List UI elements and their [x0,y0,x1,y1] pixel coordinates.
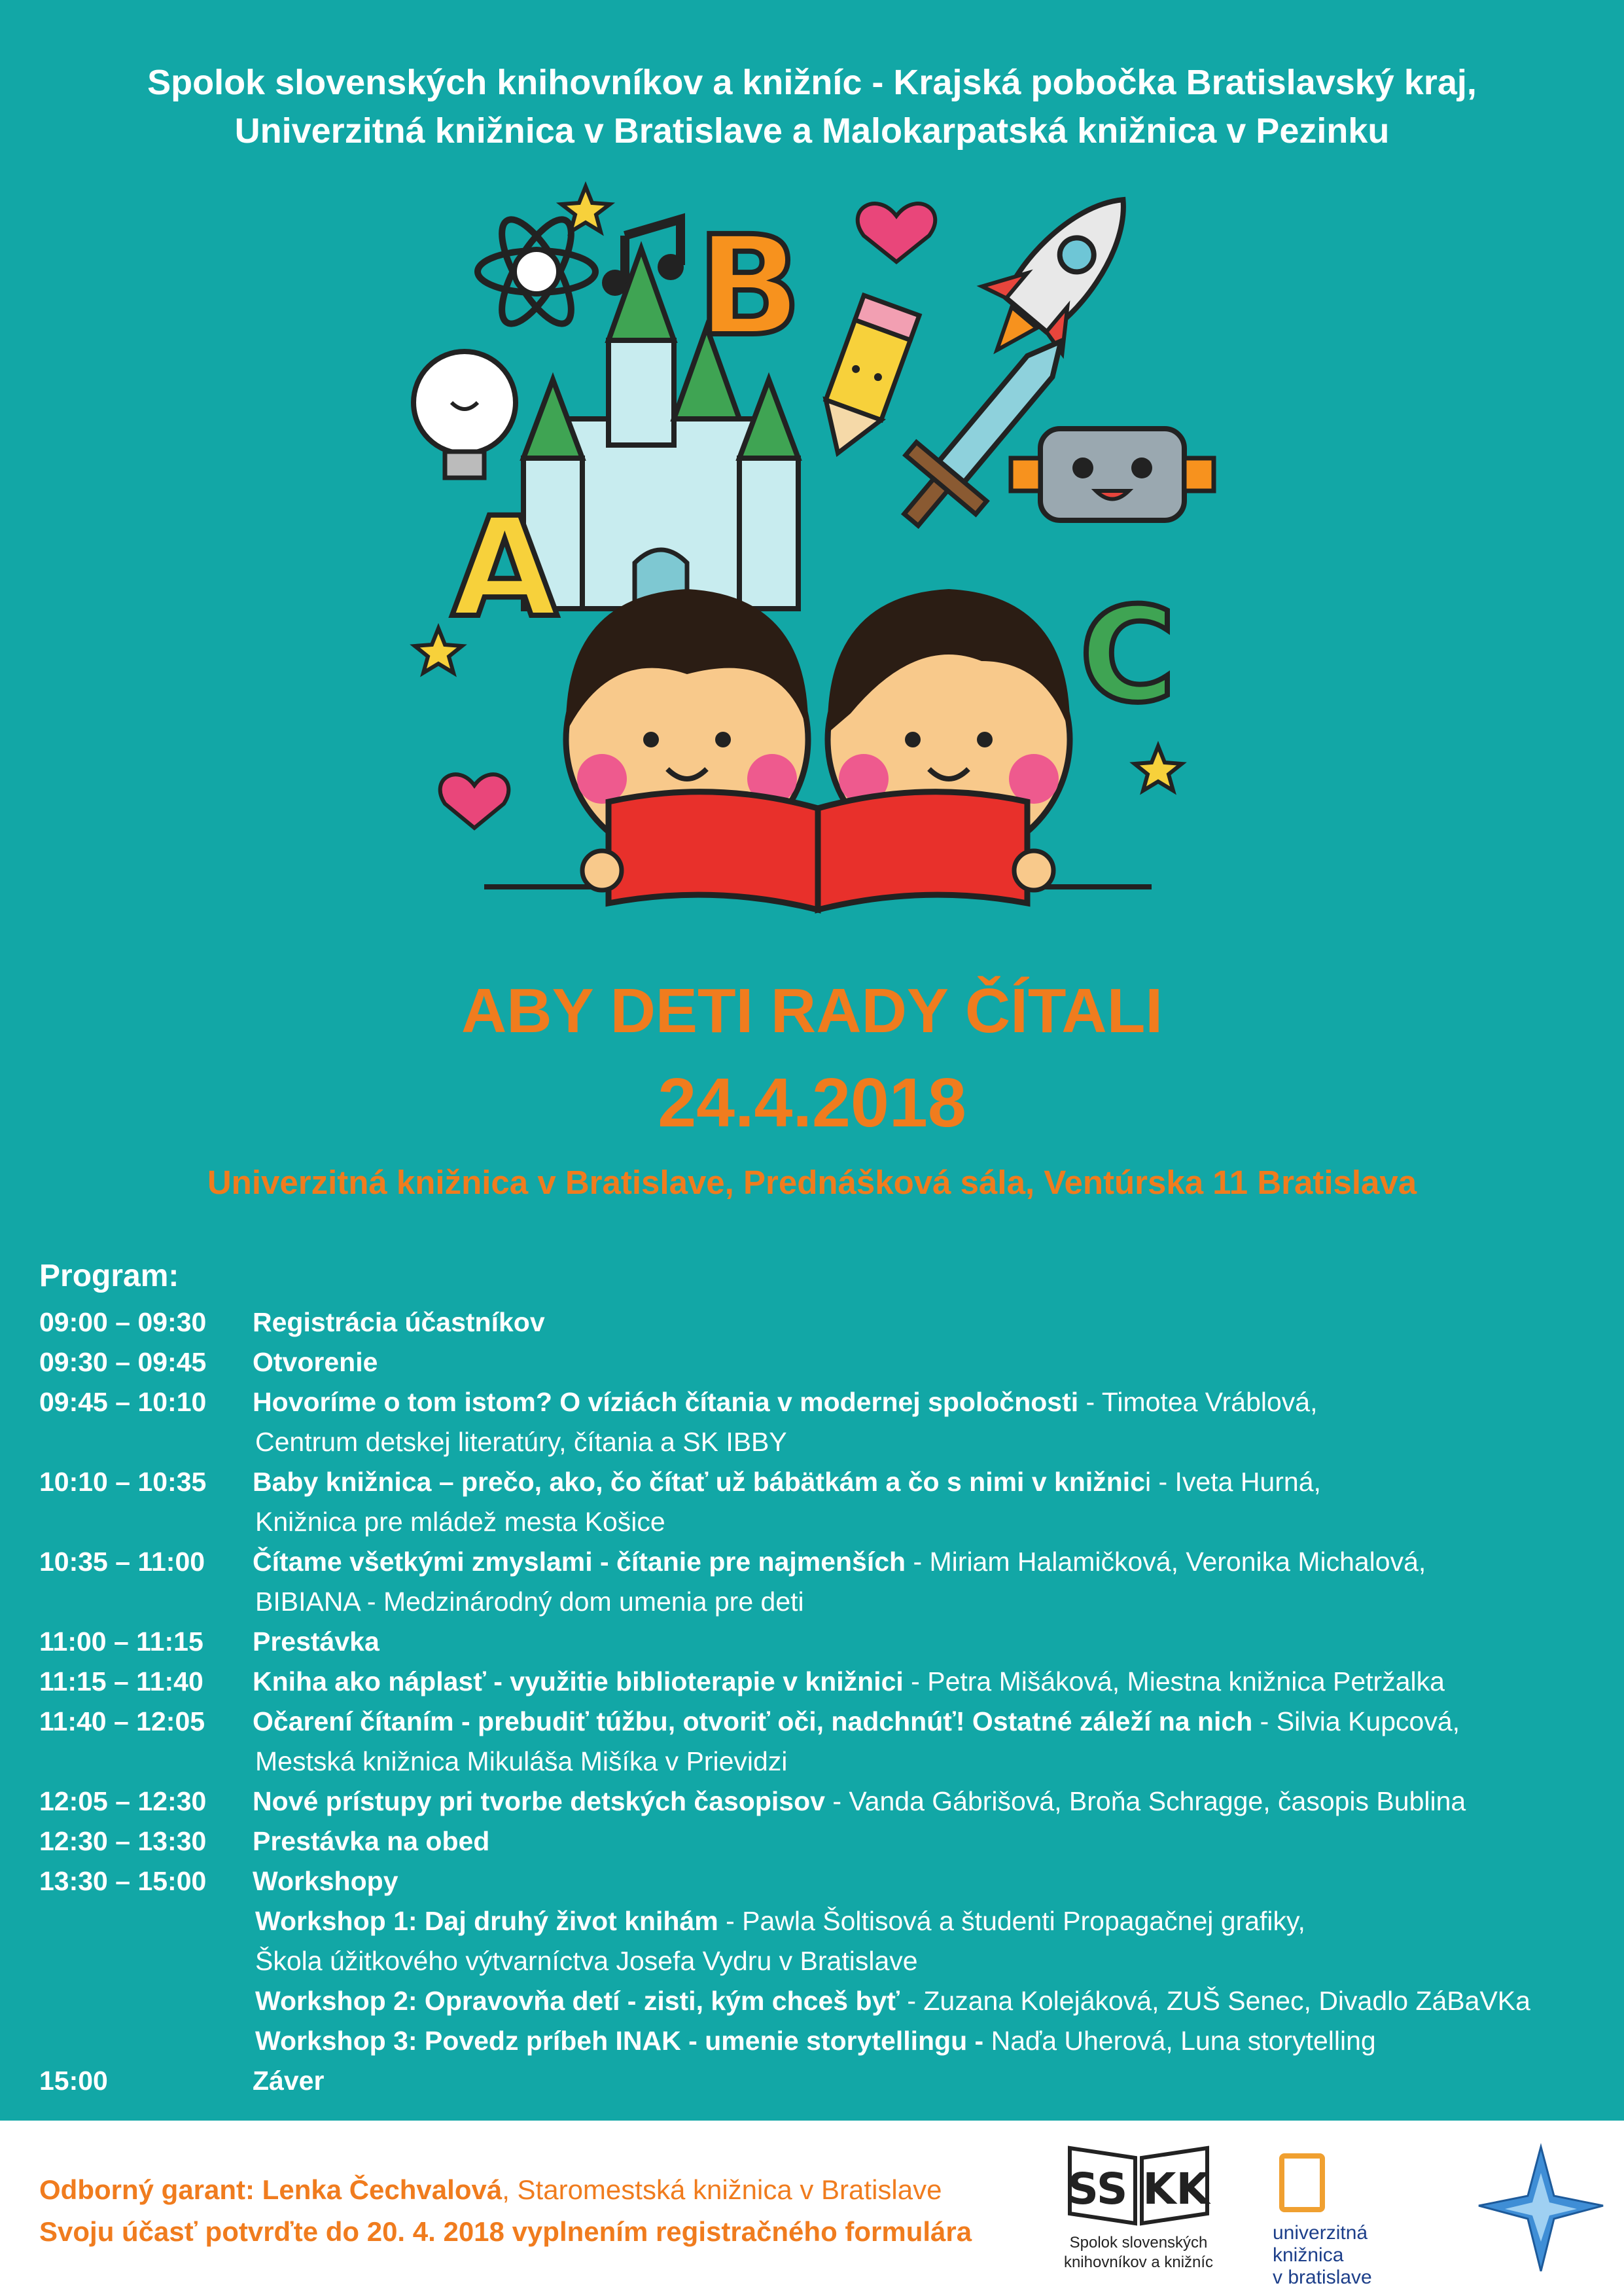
program-title: Prestávka na obed [253,1826,490,1856]
sskk-line-2: knihovníkov a knižníc [1063,2253,1214,2271]
program-row [39,1742,1610,1782]
program-speaker: Naďa Uherová, Luna storytelling [983,2026,1376,2056]
ukb-logo [1273,2153,1430,2288]
program-speaker: Knižnica pre mládež mesta Košice [255,1507,665,1537]
heart-icon [858,204,936,262]
program-description [253,1462,1321,1502]
program-time: 15:00 [39,2066,108,2096]
children-reading-illustration [393,177,1243,916]
program-description [253,1662,1445,1702]
program-time: 09:30 – 09:45 [39,1347,207,1377]
open-book-icon [484,792,1152,910]
program-speaker: - Vanda Gábrišová, Broňa Schragge, časopis Bublina [824,1786,1466,1816]
program-description [255,1981,1530,2021]
program-time: 11:40 – 12:05 [39,1706,205,1736]
program-description [253,1702,1460,1742]
program-description [253,1302,545,1342]
program-title: Workshopy [253,1866,398,1896]
program-time: 12:05 – 12:30 [39,1786,207,1816]
program-row [39,1981,1610,2021]
program-description [253,1342,378,1382]
program-description [255,1941,918,1981]
program-speaker: Mestská knižnica Mikuláša Mišíka v Prievidzi [255,1746,788,1776]
sskk-line-1: Spolok slovenských [1069,2234,1208,2251]
program-title: Workshop 3: Povedz príbeh INAK - umenie storytellingu - [255,2026,984,2056]
program-time: 10:35 – 11:00 [39,1547,205,1577]
program-row [39,1502,1610,1542]
program-title: Hovoríme o tom istom? O víziách čítania v modernej spoločnosti [253,1387,1079,1417]
ukb-mark-icon [1279,2153,1325,2212]
program-row [39,1342,1610,1382]
program-speaker: - Zuzana Kolejáková, ZUŠ Senec, Divadlo ZáBaVKa [899,1986,1530,2016]
program-description [255,1582,804,1622]
robot-icon [1011,429,1214,520]
organizers-line-2: Univerzitná knižnica v Bratislave a Malokarpatská knižnica v Pezinku [234,111,1390,151]
program-row [39,1901,1610,1941]
program-description [255,1502,665,1542]
program-description [253,1861,398,1901]
program-speaker: Centrum detskej literatúry, čítania a SK IBBY [255,1427,787,1457]
program-time: 11:15 – 11:40 [39,1666,203,1696]
program-speaker: - Pawla Šoltisová a študenti Propagačnej grafiky, [718,1906,1305,1936]
program-time: 13:30 – 15:00 [39,1866,207,1896]
program-description [253,1622,380,1662]
program-speaker: i - Iveta Hurná, [1145,1467,1321,1497]
program-title: Nové prístupy pri tvorbe detských časopisov [253,1786,825,1816]
program-title: Registrácia účastníkov [253,1307,545,1337]
program-row [39,1941,1610,1981]
program-row [39,2061,1610,2101]
program-row [39,1542,1610,1582]
heart-icon [440,774,509,828]
lightbulb-icon [414,351,516,478]
program-title: Otvorenie [253,1347,378,1377]
program-description [253,1542,1426,1582]
program-title: Workshop 2: Opravovňa detí - zisti, kým chceš byť [255,1986,900,2016]
program-description [255,1742,787,1782]
program-row [39,1861,1610,1901]
pencil-icon [810,295,919,463]
event-venue: Univerzitná knižnica v Bratislave, Prednášková sála, Ventúrska 11 Bratislava [207,1164,1417,1201]
program-time: 12:30 – 13:30 [39,1826,207,1856]
program-row [39,2021,1610,2061]
event-title: ABY DETI RADY ČÍTALI [461,976,1163,1046]
star-logo-icon [1466,2134,1616,2284]
program-list [39,1302,1610,2101]
program-description [253,1382,1318,1422]
program-row [39,1422,1610,1462]
program-title: Čítame všetkými zmyslami - čítanie pre najmenších [253,1547,906,1577]
program-row [39,1782,1610,1821]
program-row [39,1302,1610,1342]
program-speaker: Škola úžitkového výtvarníctva Josefa Vydru v Bratislave [255,1946,918,1976]
program-title: Kniha ako náplasť - využitie biblioterapie v knižnici [253,1666,904,1696]
organizers-line-1: Spolok slovenských knihovníkov a knižníc - Krajská pobočka Bratislavský kraj, [147,63,1477,102]
program-speaker: - Timotea Vráblová, [1078,1387,1318,1417]
program-time: 10:10 – 10:35 [39,1467,207,1497]
program-description [255,1901,1305,1941]
program-title: Baby knižnica – prečo, ako, čo čítať už bábätkám a čo s nimi v knižnic [253,1467,1145,1497]
star-icon [1135,746,1182,791]
letter-a: A [451,488,558,648]
program-description [253,1821,489,1861]
footer-garant [39,2172,942,2208]
garant-label: Odborný garant: Lenka Čechvalová [39,2174,503,2205]
event-date: 24.4.2018 [658,1064,966,1141]
program-row [39,1702,1610,1742]
program-heading: Program: [39,1259,179,1293]
program-description [255,1422,787,1462]
garant-org: , Staromestská knižnica v Bratislave [502,2174,942,2205]
sskk-mark: SS KK [1067,2164,1210,2214]
program-row [39,1662,1610,1702]
open-book-icon [1057,2135,1220,2233]
ukb-line-1: univerzitná knižnica [1273,2222,1368,2266]
program-title: Očarení čítaním - prebudiť túžbu, otvoriť oči, nadchnúť! Ostatné záleží na nich [253,1706,1253,1736]
program-row [39,1382,1610,1422]
program-time: 11:00 – 11:15 [39,1626,203,1657]
program-title: Prestávka [253,1626,380,1657]
footer-registration: Svoju účasť potvrďte do 20. 4. 2018 vyplnením registračného formulára [39,2216,972,2247]
program-speaker: - Petra Mišáková, Miestna knižnica Petržalka [903,1666,1445,1696]
sskk-logo [1057,2135,1220,2286]
letter-b: B [697,206,802,367]
program-description [253,2061,324,2101]
program-time: 09:00 – 09:30 [39,1307,207,1337]
program-row [39,1462,1610,1502]
ukb-line-2: v bratislave [1273,2267,1372,2288]
program-speaker: BIBIANA - Medzinárodný dom umenia pre deti [255,1587,804,1617]
program-description [255,2021,1376,2061]
letter-c: C [1080,579,1176,732]
program-row [39,1582,1610,1622]
program-speaker: - Miriam Halamičková, Veronika Michalová, [906,1547,1426,1577]
program-speaker: - Silvia Kupcová, [1252,1706,1460,1736]
program-time: 09:45 – 10:10 [39,1387,207,1417]
program-row [39,1622,1610,1662]
program-description [253,1782,1466,1821]
program-title: Workshop 1: Daj druhý život knihám [255,1906,718,1936]
program-title: Záver [253,2066,325,2096]
program-row [39,1821,1610,1861]
